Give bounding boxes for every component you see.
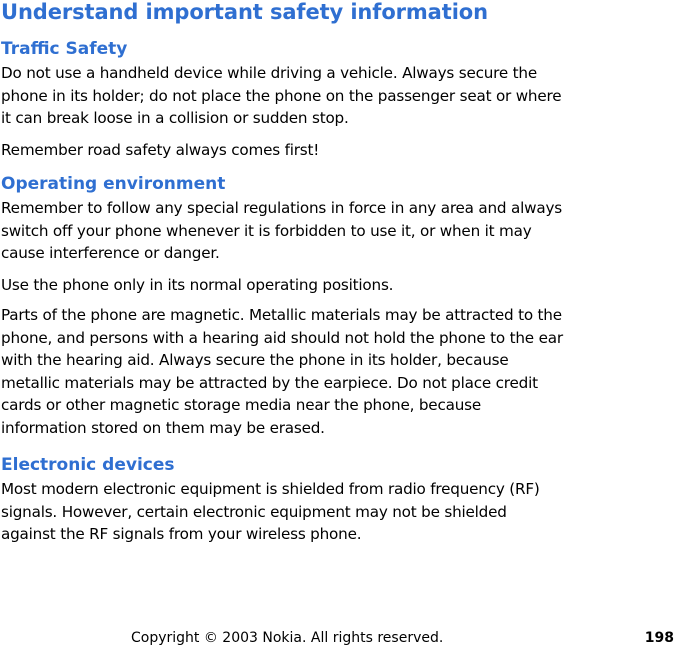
- section-heading-electronic-devices: Electronic devices: [1, 455, 175, 475]
- paragraph: Remember road safety always comes first!: [1, 141, 320, 159]
- section-heading-operating-environment: Operating environment: [1, 174, 226, 194]
- section-heading-traffic-safety: Traffic Safety: [1, 39, 128, 59]
- paragraph: Do not use a handheld device while driving a vehicle. Always secure the phone in its holder; do not place the phone on the passenger seat or where it can break loose in a collision or sudden stop.: [1, 64, 562, 128]
- copyright-notice: Copyright © 2003 Nokia. All rights reserved.: [131, 630, 444, 646]
- paragraph: Use the phone only in its normal operating positions.: [1, 276, 394, 294]
- page-title: Understand important safety information: [1, 0, 488, 24]
- paragraph: Remember to follow any special regulations in force in any area and always switch off your phone whenever it is forbidden to use it, or when it may cause interference or danger.: [1, 199, 562, 263]
- paragraph: Parts of the phone are magnetic. Metallic materials may be attracted to the phone, and persons with a hearing aid should not hold the phone to the ear with the hearing aid. Always secure the phone in its holder, because metallic materials may be attracted by the earpiece. Do not place credit cards or other magnetic storage media near the phone, because information stored on them may be erased.: [1, 306, 563, 437]
- paragraph: Most modern electronic equipment is shielded from radio frequency (RF) signals. However, certain electronic equipment may not be shielded against the RF signals from your wireless phone.: [1, 480, 540, 544]
- page-number: 198: [644, 630, 674, 646]
